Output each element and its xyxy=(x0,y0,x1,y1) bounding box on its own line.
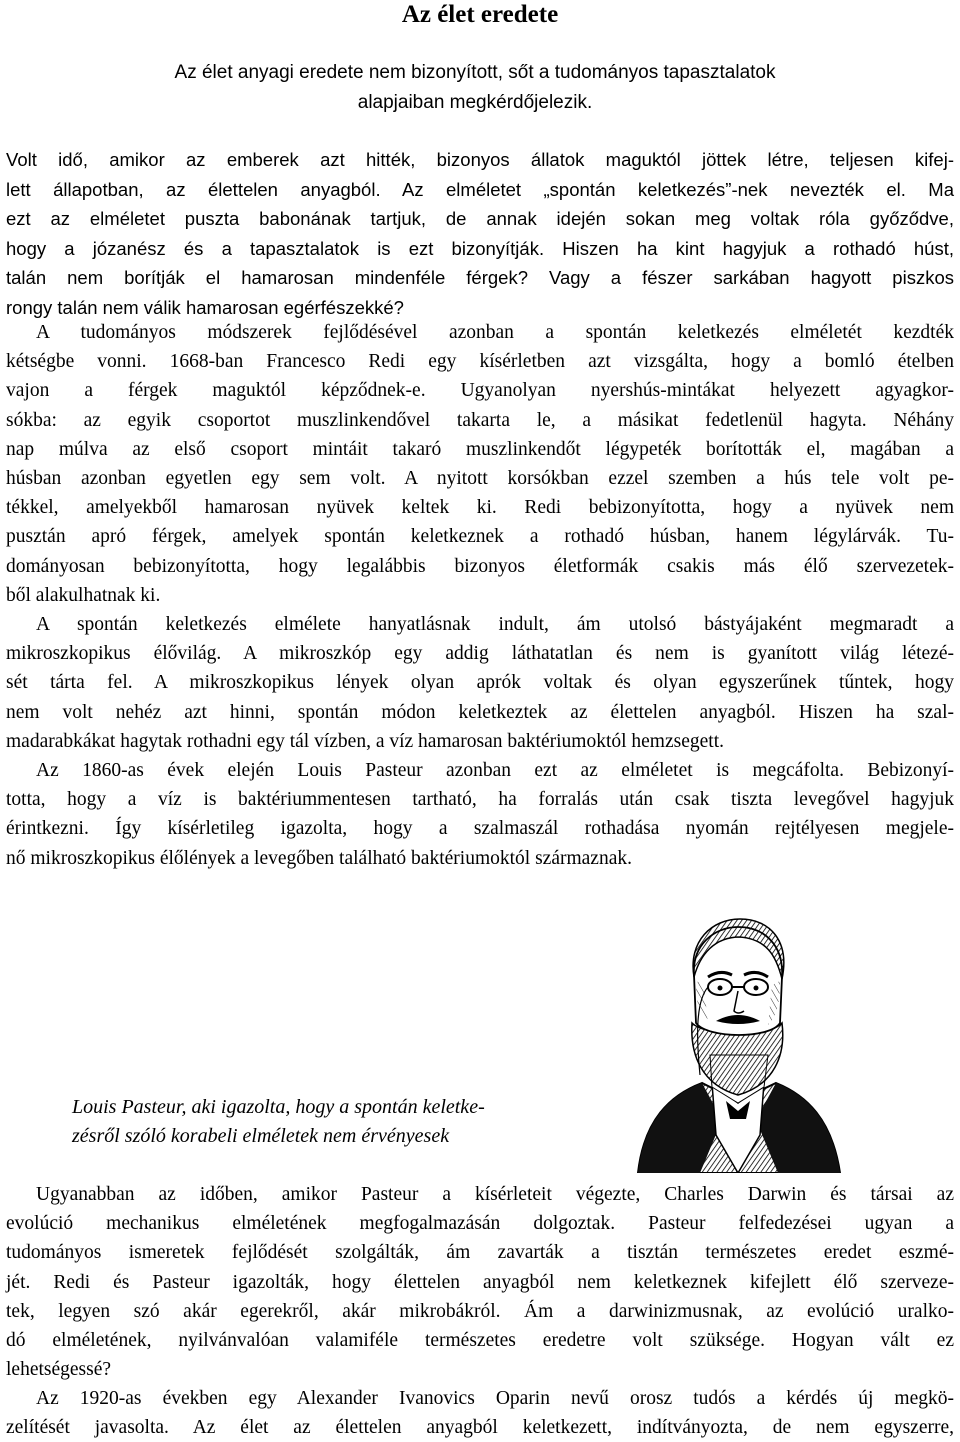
paragraph-line: A tudományos módszerek fejlődésével azonban a spontán keletkezés elméletét kezdték xyxy=(36,322,954,343)
paragraph-line: madarabkákat hagytak rothadni egy tál vízben, a víz hamarosan baktériumoktól hemzsegett. xyxy=(6,730,724,752)
paragraph-line: totta, hogy a víz is baktériummentesen tartható, ha forralás után csak tiszta levegővel hagyjuk xyxy=(6,789,954,811)
subtitle-line: alapjaiban megkérdőjelezik. xyxy=(357,92,593,113)
louis-pasteur-portrait xyxy=(630,905,845,1173)
paragraph-spontaneous-generation xyxy=(6,145,954,322)
caption-line: zésről szóló korabeli elméletek nem érvényesek xyxy=(72,1125,450,1147)
paragraph-line: Ugyanabban az időben, amikor Pasteur a kísérleteit végezte, Charles Darwin és társai az xyxy=(36,1184,954,1205)
paragraph-line: húsban azonban egyetlen egy sem volt. A nyitott korsókban ezzel szemben a hús tele volt pe- xyxy=(6,468,954,490)
paragraph-line: lehetségessé? xyxy=(6,1359,112,1381)
paragraph-line: evolúció mechanikus elméletének megfogalmazásán dolgoztak. Pasteur felfedezései ugyan a xyxy=(6,1213,954,1235)
paragraph-line: kétségbe vonni. 1668-ban Francesco Redi egy kísérletben azt vizsgálta, hogy a bomló ételben xyxy=(6,351,954,373)
paragraph-line: Az 1860-as évek elején Louis Pasteur azonban ezt az elméletet is megcáfolta. Bebizonyí- xyxy=(36,760,954,781)
paragraph-oparin xyxy=(6,1384,954,1442)
portrait-caption xyxy=(72,1093,632,1151)
paragraph-line: nem volt nehéz azt hinni, spontán módon keletkeztek az élettelen anyagból. Hiszen ha szal- xyxy=(6,701,954,723)
paragraph-line: sét tárta fel. A mikroszkopikus lények olyan aprók voltak és olyan egyszerűnek tűntek, hogy xyxy=(6,672,954,694)
paragraph-line: tek, legyen szó akár egerekről, akár mikrobákról. Ám a darwinizmusnak, az evolúció uralko- xyxy=(6,1300,954,1322)
paragraph-darwin xyxy=(6,1180,954,1384)
paragraph-line: lett állapotban, az élettelen anyagból. Az elméletet „spontán keletkezés”-nek nevezték el. Ma xyxy=(6,178,954,200)
paragraph-line: érintkezni. Így kísérletileg igazolta, hogy a szalmaszál rothadása nyomán rejtélyesen megjele- xyxy=(6,818,954,840)
paragraph-line: sókba: az egyik csoportot muszlinkendővel takarta le, a másikat fedetlenül hagyta. Néhány xyxy=(6,409,954,431)
paragraph-pasteur xyxy=(6,756,954,873)
paragraph-line: ből alakulhatnak ki. xyxy=(6,584,161,606)
subtitle-line: Az élet anyagi eredete nem bizonyított, sőt a tudományos tapasztalatok xyxy=(174,62,776,83)
paragraph-line: vajon a férgek maguktól képződnek-e. Ugyanolyan nyershús-mintákat helyezett agyagkor- xyxy=(6,380,954,402)
paragraph-line: nő mikroszkopikus élőlények a levegőben található baktériumoktól származnak. xyxy=(6,847,632,869)
paragraph-line: hogy a józanész és a tapasztalatok is ezt bizonyítják. Hiszen ha kint hagyjuk a rothadó húst, xyxy=(6,237,954,259)
paragraph-line: pusztán apró férgek, amelyek spontán keletkeznek a rothadó húsban, hanem légylárvák. Tu- xyxy=(6,526,954,548)
subtitle xyxy=(100,58,850,118)
paragraph-line: Az 1920-as években egy Alexander Ivanovics Oparin nevű orosz tudós a kérdés új megkö- xyxy=(36,1388,954,1409)
paragraph-line: tékkel, amelyekből hamarosan nyüvek keltek ki. Redi bebizonyította, hogy a nyüvek nem xyxy=(6,497,954,519)
paragraph-line: rongy talán nem válik hamarosan egérfészekké? xyxy=(6,296,404,318)
caption-line: Louis Pasteur, aki igazolta, hogy a spontán keletke- xyxy=(72,1096,485,1118)
page-title: Az élet eredete xyxy=(401,1,559,28)
paragraph-line: nap múlva az első csoport mintáit takaró muszlinkendőt légypeték borították el, magában a xyxy=(6,438,954,460)
paragraph-redi xyxy=(6,318,954,610)
paragraph-line: A spontán keletkezés elmélete hanyatlásnak indult, ám utolsó bástyájaként megmaradt a xyxy=(36,614,954,635)
paragraph-line: ezt az elméletet puszta babonának tartjuk, de annak idején sokan meg voltak róla győződve, xyxy=(6,208,954,229)
paragraph-line: talán nem borítják el hamarosan mindenféle férgek? Vagy a fészer sarkában hagyott piszkos xyxy=(6,267,954,288)
paragraph-line: dó elméletének, nyilvánvalóan valamiféle természetes eredetre volt szüksége. Hogyan vált ez xyxy=(6,1330,954,1352)
paragraph-line: zelítését javasolta. Az élet az élettelen anyagból keletkezett, indítványozta, de nem egyszerre, xyxy=(6,1417,954,1439)
paragraph-line: Volt idő, amikor az emberek azt hitték, bizonyos állatok maguktól jöttek létre, teljesen kifej- xyxy=(6,149,954,170)
paragraph-line: dományosan bebizonyította, hogy legalábbis bizonyos életformák csakis más élő szervezetek- xyxy=(6,555,954,577)
paragraph-line: tudományos ismeretek fejlődését szolgálták, ám zavarták a tisztán természetes eredet eszmé- xyxy=(6,1242,954,1264)
paragraph-line: jét. Redi és Pasteur igazolták, hogy élettelen anyagból nem keletkeznek kifejlett élő szerveze- xyxy=(6,1271,954,1293)
paragraph-line: mikroszkopikus élővilág. A mikroszkóp egy addig láthatatlan és nem is gyanított világ létezé- xyxy=(6,643,954,665)
paragraph-microscopic xyxy=(6,610,954,756)
